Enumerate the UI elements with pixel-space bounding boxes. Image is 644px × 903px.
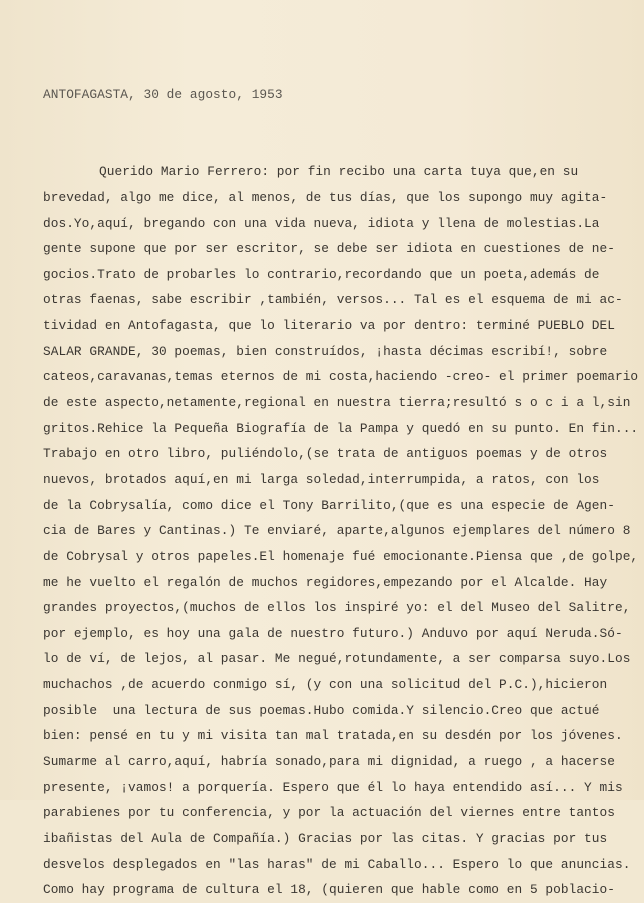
letter-line: Como hay programa de cultura el 18, (quieren que hable como en 5 poblacio- <box>43 882 615 898</box>
letter-line: gritos.Rehice la Pequeña Biografía de la Pampa y quedó en su punto. En fin... <box>43 420 639 436</box>
letter-line: muchachos ,de acuerdo conmigo sí, (y con una solicitud del P.C.),hicieron <box>43 677 608 693</box>
letter-salutation-line: Querido Mario Ferrero: por fin recibo una carta tuya que,en su <box>99 164 579 180</box>
letter-line: nuevos, brotados aquí,en mi larga soledad,interrumpida, a ratos, con los <box>43 471 600 487</box>
letter-line: dos.Yo,aquí, bregando con una vida nueva, idiota y llena de molestias.La <box>43 215 600 231</box>
letter-line: lo de ví, de lejos, al pasar. Me negué,rotundamente, a ser comparsa suyo.Los <box>43 651 631 667</box>
letter-line: de este aspecto,netamente,regional en nuestra tierra;resultó s o c i a l,sin <box>43 395 631 411</box>
letter-line: Sumarme al carro,aquí, habría sonado,para mi dignidad, a ruego , a hacerse <box>43 754 615 769</box>
letter-line: me he vuelto el regalón de muchos regidores,empezando por el Alcalde. Hay <box>43 574 608 590</box>
letter-line: posible una lectura de sus poemas.Hubo comida.Y silencio.Creo que actué <box>43 702 600 718</box>
letter-line: de la Cobrysalía, como dice el Tony Barrilito,(que es una especie de Agen- <box>43 497 615 513</box>
letter-line: grandes proyectos,(muchos de ellos los inspiré yo: el del Museo del Salitre, <box>43 600 631 616</box>
letter-line: gocios.Trato de probarles lo contrario,recordando que un poeta,además de <box>43 266 600 282</box>
letter-line: de Cobrysal y otros papeles.El homenaje fué emocionante.Piensa que ,de golpe, <box>43 548 639 564</box>
letter-line: presente, ¡vamos! a porquería. Espero que él lo haya entendido así... Y mis <box>43 779 623 795</box>
letter-body <box>43 31 638 903</box>
letter-line: por ejemplo, es hoy una gala de nuestro futuro.) Anduvo por aquí Neruda.Só- <box>43 625 623 641</box>
letter-line: SALAR GRANDE, 30 poemas, bien construídos, ¡hasta décimas escribí!, sobre <box>43 343 608 359</box>
letter-line: bien: pensé en tu y mi visita tan mal tratada,en su desdén por los jóvenes. <box>43 728 623 744</box>
letter-line: gente supone que por ser escritor, se debe ser idiota en cuestiones de ne- <box>43 241 615 257</box>
letter-line: tividad en Antofagasta, que lo literario va por dentro: terminé PUEBLO DEL <box>43 318 615 334</box>
letter-line: cateos,caravanas,temas eternos de mi costa,haciendo -creo- el primer poemario <box>43 369 639 385</box>
letter-line: Trabajo en otro libro, puliéndolo,(se trata de antiguos poemas y de otros <box>43 446 608 462</box>
letter-line: otras faenas, sabe escribir ,también, versos... Tal es el esquema de mi ac- <box>43 292 623 308</box>
letter-line: cia de Bares y Cantinas.) Te enviaré, aparte,algunos ejemplares del número 8 <box>43 523 631 539</box>
letter-line: desvelos desplegados en "las haras" de mi Caballo... Espero lo que anuncias. <box>43 856 631 872</box>
letter-line: parabienes por tu conferencia, y por la actuación del viernes entre tantos <box>43 805 615 821</box>
letter-line: ibañistas del Aula de Compañía.) Gracias por las citas. Y gracias por tus <box>43 830 608 846</box>
letter-dateline: ANTOFAGASTA, 30 de agosto, 1953 <box>43 87 283 103</box>
letter-line: brevedad, algo me dice, al menos, de tus días, que los supongo muy agita- <box>43 189 608 205</box>
